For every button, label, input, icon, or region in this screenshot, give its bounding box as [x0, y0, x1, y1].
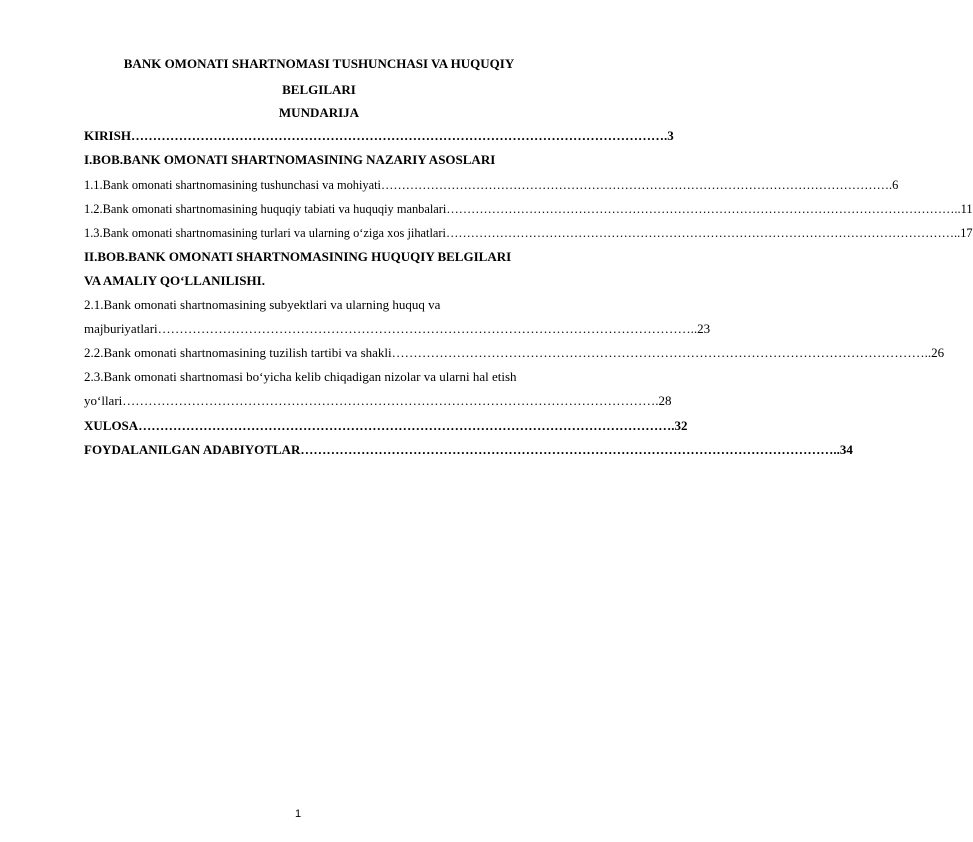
toc-entry-page: ..23 — [690, 321, 711, 336]
document-title-line-1: BANK OMONATI SHARTNOMASI TUSHUNCHASI VA HUQUQIY — [123, 56, 515, 71]
toc-entry-page: .28 — [655, 393, 672, 408]
toc-entry-2-1[interactable] — [84, 321, 711, 337]
toc-chapter-2-line-1[interactable]: II.BOB.BANK OMONATI SHARTNOMASINING HUQUQIY BELGILARI — [84, 249, 512, 264]
toc-dot-leader: …………………………………………………………………………………………………………… — [381, 178, 890, 192]
toc-entry-page: .6 — [889, 178, 899, 192]
toc-dot-leader: …………………………………………………………………………………………………………… — [446, 226, 955, 240]
toc-entry-1-2[interactable] — [84, 201, 973, 217]
document-title-line-2: BELGILARI — [282, 82, 356, 97]
toc-entry-conclusion[interactable] — [84, 418, 688, 434]
toc-entry-2-3[interactable] — [84, 393, 672, 409]
toc-dot-leader: …………………………………………………………………………………………………………… — [138, 418, 672, 433]
toc-entry-label: 1.2.Bank omonati shartnomasining huquqiy tabiati va huquqiy manbalari — [84, 202, 447, 216]
toc-entry-label: XULOSA — [84, 418, 139, 433]
toc-entry-page: .32 — [671, 418, 688, 433]
toc-entry-1-1[interactable] — [84, 177, 899, 193]
toc-entry-2-3-line-1[interactable]: 2.3.Bank omonati shartnomasi bo‘yicha kelib chiqadigan nizolar va ularni hal etish — [84, 369, 517, 384]
page-number: 1 — [294, 808, 302, 820]
toc-entry-label: 2.2.Bank omonati shartnomasining tuzilish tartibi va shakli — [84, 345, 392, 360]
toc-entry-label: 1.3.Bank omonati shartnomasining turlari va ularning o‘ziga xos jihatlari — [84, 226, 447, 240]
toc-entry-references[interactable] — [84, 442, 853, 458]
toc-dot-leader: …………………………………………………………………………………………………………… — [130, 128, 664, 143]
toc-entry-label: majburiyatlari — [84, 321, 158, 336]
toc-entry-page: ..34 — [833, 442, 853, 457]
toc-entry-label: 1.1.Bank omonati shartnomasining tushunchasi va mohiyati — [84, 178, 381, 192]
toc-dot-leader: …………………………………………………………………………………………………………… — [157, 321, 691, 336]
toc-entry-page: ..11 — [954, 202, 973, 216]
toc-chapter-1[interactable]: I.BOB.BANK OMONATI SHARTNOMASINING NAZARIY ASOSLARI — [84, 152, 496, 167]
toc-dot-leader: …………………………………………………………………………………………………………… — [391, 345, 925, 360]
toc-entry-label: FOYDALANILGAN ADABIYOTLAR — [84, 442, 301, 457]
toc-entry-2-2[interactable] — [84, 345, 945, 361]
toc-dot-leader: …………………………………………………………………………………………………………… — [300, 442, 834, 457]
toc-entry-page: ..17 — [954, 226, 973, 240]
toc-dot-leader: …………………………………………………………………………………………………………… — [446, 202, 955, 216]
toc-dot-leader: …………………………………………………………………………………………………………… — [122, 393, 656, 408]
toc-entry-label: KIRISH — [84, 128, 131, 143]
contents-heading: MUNDARIJA — [278, 105, 360, 120]
toc-entry-page: .3 — [663, 128, 674, 143]
toc-entry-page: ..26 — [924, 345, 945, 360]
toc-entry-2-1-line-1[interactable]: 2.1.Bank omonati shartnomasining subyektlari va ularning huquq va — [84, 297, 441, 312]
toc-chapter-2-line-2[interactable]: VA AMALIY QO‘LLANILISHI. — [84, 273, 265, 288]
toc-entry-intro[interactable] — [84, 128, 674, 144]
toc-entry-label: yo‘llari — [84, 393, 123, 408]
toc-entry-1-3[interactable] — [84, 225, 973, 241]
